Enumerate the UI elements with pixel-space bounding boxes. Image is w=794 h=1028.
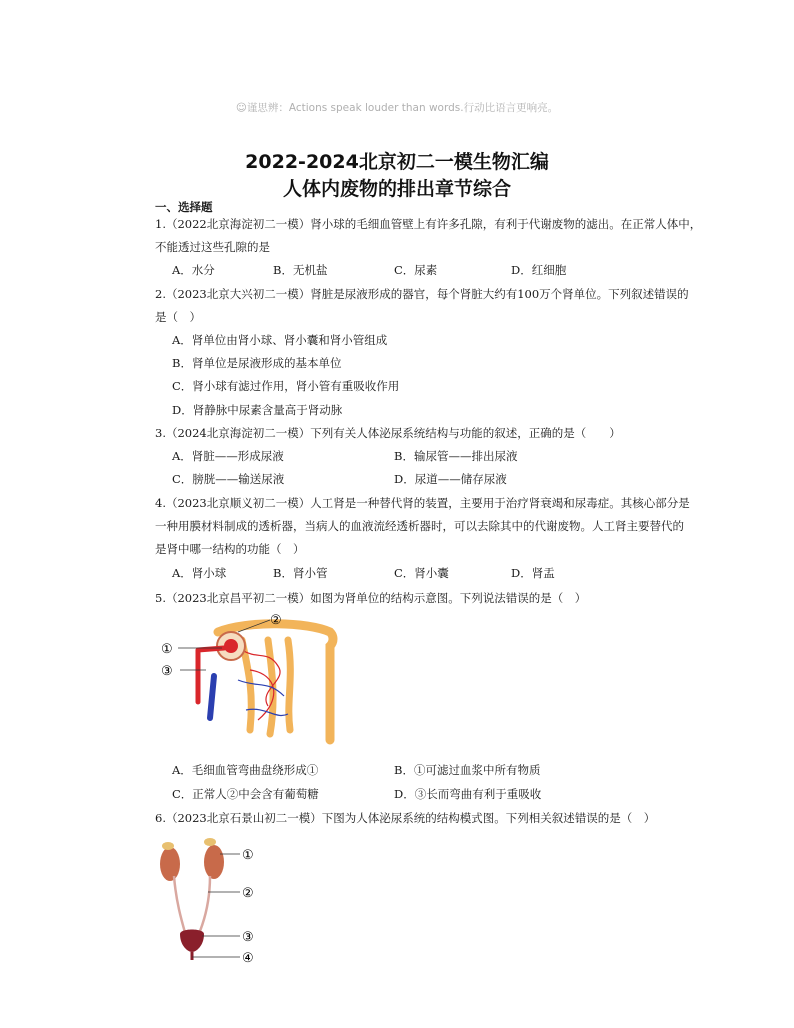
q5-option-a: A．毛细血管弯曲盘绕形成① — [172, 763, 319, 777]
q4-option-a: A．肾小球 — [172, 566, 227, 580]
q2-option-d: D．肾静脉中尿素含量高于肾动脉 — [172, 403, 343, 417]
page-subtitle: 人体内废物的排出章节综合 — [282, 178, 511, 200]
urinary-label-2: ② — [242, 886, 254, 901]
header-note: ☺谨思辨：Actions speak louder than words.行动比语言更响亮。 — [235, 102, 559, 114]
q2-stem-line2: 是（ ） — [155, 310, 201, 324]
bladder — [180, 930, 204, 953]
q3-stem-line1: 3.（2024北京海淀初二一模）下列有关人体泌尿系统结构与功能的叙述，正确的是（ ） — [155, 426, 621, 440]
q1-option-d: D．红细胞 — [511, 263, 567, 277]
q5-option-c: C．正常人②中会含有葡萄糖 — [172, 787, 319, 801]
nephron-label-3: ③ — [161, 664, 173, 679]
q5-option-d: D．③长而弯曲有利于重吸收 — [394, 787, 542, 801]
page-title: 2022-2024北京初二一模生物汇编 — [245, 151, 549, 173]
ureter — [174, 876, 210, 936]
urinary-label-1: ① — [242, 848, 254, 863]
urinary-label-4: ④ — [242, 951, 254, 966]
left-kidney — [160, 847, 180, 881]
q3-option-a: A．肾脏——形成尿液 — [172, 449, 284, 463]
q4-stem-line2: 一种用膜材料制成的透析器，当病人的血液流经透析器时，可以去除其中的代谢废物。人工肾主要替代的 — [155, 519, 684, 533]
q2-option-c: C．肾小球有滤过作用，肾小管有重吸收作用 — [172, 379, 400, 393]
q2-option-a: A．肾单位由肾小球、肾小囊和肾小管组成 — [172, 333, 388, 347]
nephron-label-1: ① — [161, 642, 173, 657]
q1-option-c: C．尿素 — [394, 263, 438, 277]
q4-stem-line3: 是肾中哪一结构的功能（ ） — [155, 542, 305, 556]
urinary-system-figure — [152, 832, 272, 967]
q5-option-b: B．①可滤过血浆中所有物质 — [394, 763, 541, 777]
nephron-label-2: ② — [270, 613, 282, 628]
q4-stem-line1: 4.（2023北京顺义初二一模）人工肾是一种替代肾的装置，主要用于治疗肾衰竭和尿毒症。其核心部分是 — [155, 496, 690, 510]
q2-option-b: B．肾单位是尿液形成的基本单位 — [172, 356, 342, 370]
section-heading: 一、选择题 — [155, 200, 213, 214]
q5-stem-line1: 5.（2023北京昌平初二一模）如图为肾单位的结构示意图。下列说法错误的是（ ） — [155, 591, 587, 605]
right-kidney — [204, 845, 224, 879]
q1-option-b: B．无机盐 — [273, 263, 328, 277]
q4-option-d: D．肾盂 — [511, 566, 555, 580]
q1-stem-line2: 不能透过这些孔隙的是 — [155, 240, 270, 254]
q3-option-d: D．尿道——储存尿液 — [394, 472, 507, 486]
q1-option-a: A．水分 — [172, 263, 215, 277]
nephron-figure — [158, 610, 358, 750]
renal-vein — [210, 676, 214, 718]
urinary-label-3: ③ — [242, 930, 254, 945]
q3-option-c: C．膀胱——输送尿液 — [172, 472, 285, 486]
q2-stem-line1: 2.（2023北京大兴初二一模）肾脏是尿液形成的器官，每个肾脏大约有100万个肾单位。下列叙述错误的 — [155, 287, 689, 301]
q6-stem-line1: 6.（2023北京石景山初二一模）下图为人体泌尿系统的结构模式图。下列相关叙述错误的是（ ） — [155, 811, 656, 825]
q4-option-c: C．肾小囊 — [394, 566, 449, 580]
q1-stem-line1: 1.（2022北京海淀初二一模）肾小球的毛细血管壁上有许多孔隙，有利于代谢废物的滤出。在正常人体中， — [155, 217, 702, 231]
q3-option-b: B．输尿管——排出尿液 — [394, 449, 518, 463]
q4-option-b: B．肾小管 — [273, 566, 328, 580]
